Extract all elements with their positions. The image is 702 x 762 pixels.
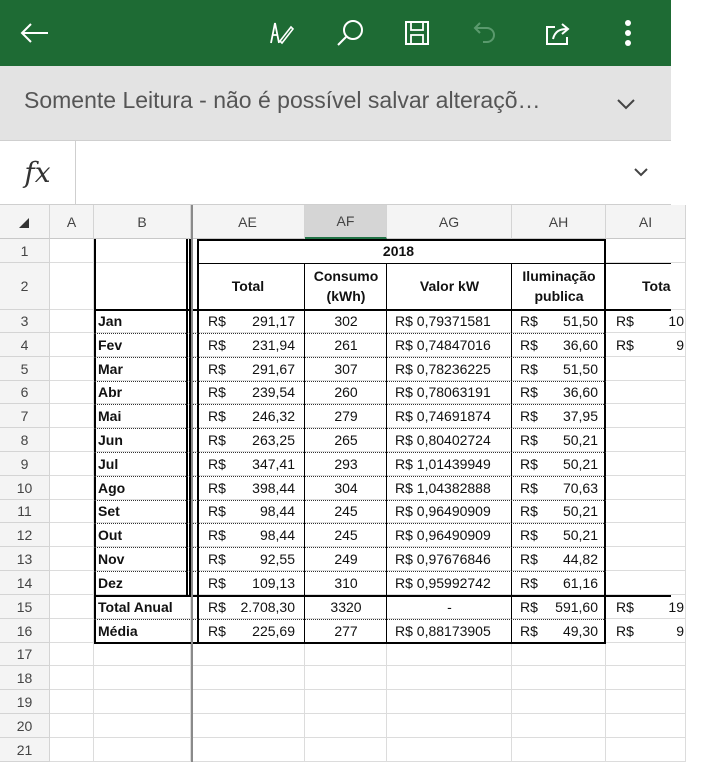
currency-symbol: R$ [520, 455, 538, 472]
currency-symbol: R$ [520, 479, 538, 496]
row-separator [94, 428, 606, 429]
total-value: 239,54 [252, 384, 295, 400]
currency-symbol: R$ [520, 503, 538, 519]
valor-kw-value: R$ 1,04382888 [395, 479, 491, 496]
month-label: Jun [98, 431, 123, 448]
currency-symbol: R$ [616, 313, 634, 329]
table-border [604, 239, 606, 643]
iluminacao-value: 50,21 [562, 503, 598, 519]
ai-value: 19 [668, 598, 684, 615]
cell[interactable] [606, 690, 686, 714]
valor-kw-value: R$ 0,78063191 [395, 384, 491, 400]
save-icon[interactable] [397, 13, 437, 53]
table-border [511, 263, 512, 643]
cell[interactable] [606, 523, 686, 547]
valor-kw-value: R$ 0,74847016 [395, 336, 491, 353]
total-value: 98,44 [259, 503, 295, 519]
read-only-notice-bar[interactable] [0, 66, 671, 141]
cell[interactable] [512, 714, 606, 738]
cell[interactable] [191, 738, 305, 762]
column-header-ae[interactable]: AE [191, 205, 305, 239]
row-separator [94, 333, 606, 334]
formula-input[interactable] [76, 141, 616, 204]
cell[interactable] [606, 643, 686, 666]
iluminacao-value: 50,21 [562, 455, 598, 472]
cell[interactable] [50, 523, 94, 547]
iluminacao-value: 36,60 [562, 384, 598, 400]
currency-symbol: R$ [208, 360, 226, 377]
row-separator [94, 404, 606, 405]
cell[interactable] [50, 357, 94, 381]
total-value: 291,67 [252, 360, 295, 377]
header-iluminacao: Iluminação [522, 268, 596, 284]
iluminacao-value: 61,16 [562, 574, 598, 591]
select-all-corner[interactable] [0, 205, 50, 239]
cell[interactable] [512, 690, 606, 714]
valor-kw-value: R$ 0,97676846 [395, 550, 491, 567]
currency-symbol: R$ [616, 598, 634, 615]
table-border [94, 642, 606, 644]
consumo-value: 245 [334, 503, 358, 519]
consumo-value: 265 [334, 431, 358, 448]
valor-kw-value: R$ 1,01439949 [395, 455, 491, 472]
spreadsheet-grid[interactable] [0, 205, 684, 762]
total-value: 98,44 [259, 526, 295, 543]
consumo-value: 293 [334, 455, 358, 472]
total-value: 398,44 [252, 479, 295, 496]
row-separator [94, 571, 606, 572]
cell[interactable] [50, 738, 94, 762]
consumo-value: 260 [334, 384, 358, 400]
iluminacao-value: 50,21 [562, 431, 598, 448]
total-value: 263,25 [252, 431, 295, 448]
currency-symbol: R$ [208, 503, 226, 519]
freeze-pane-divider[interactable] [191, 205, 193, 762]
cell[interactable] [50, 452, 94, 476]
chevron-down-icon[interactable] [612, 92, 640, 116]
consumo-value: 245 [334, 526, 358, 543]
column-header-af[interactable]: AF [305, 205, 387, 239]
month-label: Ago [98, 479, 126, 496]
cell[interactable] [94, 239, 191, 263]
row-header-3[interactable]: 3 [0, 310, 50, 333]
month-label: Set [98, 503, 120, 519]
currency-symbol: R$ [520, 313, 538, 329]
header-valor-kw: Valor kW [419, 278, 480, 294]
row-separator [94, 381, 606, 382]
cell[interactable] [50, 476, 94, 500]
table-border [386, 263, 387, 643]
cell[interactable] [606, 476, 686, 500]
cell[interactable] [305, 714, 387, 738]
consumo-value: 279 [334, 407, 358, 424]
valor-kw-value: R$ 0,96490909 [395, 503, 491, 519]
cell[interactable] [305, 738, 387, 762]
back-arrow-icon[interactable] [14, 13, 54, 53]
cell[interactable] [50, 310, 94, 333]
row-header-8[interactable]: 8 [0, 428, 50, 452]
currency-symbol: R$ [208, 336, 226, 353]
currency-symbol: R$ [520, 360, 538, 377]
cell[interactable] [606, 357, 686, 381]
cell[interactable] [606, 404, 686, 428]
cell[interactable] [94, 690, 191, 714]
currency-symbol: R$ [208, 622, 226, 639]
cell[interactable] [50, 500, 94, 523]
iluminacao-value: 50,21 [562, 526, 598, 543]
cell[interactable] [387, 738, 512, 762]
header-total: Total [231, 278, 265, 294]
consumo-value: 307 [334, 360, 358, 377]
iluminacao-value: 591,60 [555, 598, 598, 615]
column-header-ag[interactable]: AG [387, 205, 512, 239]
select-all-triangle-icon [19, 218, 29, 228]
table-border [197, 239, 606, 241]
currency-symbol: R$ [208, 598, 226, 615]
total-value: 291,17 [252, 313, 295, 329]
currency-symbol: R$ [520, 574, 538, 591]
column-header-b[interactable]: B [94, 205, 191, 239]
valor-kw-value: R$ 0,79371581 [395, 313, 491, 329]
currency-symbol: R$ [520, 598, 538, 615]
cell[interactable] [305, 643, 387, 666]
row-separator [94, 547, 606, 548]
currency-symbol: R$ [208, 550, 226, 567]
cell[interactable] [305, 666, 387, 690]
row-header-18[interactable]: 18 [0, 666, 50, 690]
row-header-1[interactable]: 1 [0, 239, 50, 263]
column-header-a[interactable]: A [50, 205, 94, 239]
row-header-13[interactable]: 13 [0, 547, 50, 571]
ai-value: 9 [676, 336, 684, 353]
cell[interactable] [50, 690, 94, 714]
table-border [197, 263, 606, 264]
cell[interactable] [50, 404, 94, 428]
valor-kw-value: R$ 0,95992742 [395, 574, 491, 591]
cell[interactable] [94, 666, 191, 690]
row-separator [94, 619, 606, 620]
cell[interactable] [606, 428, 686, 452]
cell[interactable] [305, 690, 387, 714]
cell[interactable] [512, 666, 606, 690]
month-label: Abr [98, 384, 123, 400]
row-header-16[interactable]: 16 [0, 619, 50, 643]
month-label: Mai [98, 407, 122, 424]
header-publica: publica [534, 288, 584, 304]
currency-symbol: R$ [520, 336, 538, 353]
consumo-value: 261 [334, 336, 358, 353]
cell[interactable] [50, 571, 94, 595]
cell[interactable] [512, 643, 606, 666]
row-separator [94, 523, 606, 524]
cell[interactable] [606, 239, 686, 263]
row-header-4[interactable]: 4 [0, 333, 50, 357]
month-label: Jul [98, 455, 119, 472]
month-label: Nov [98, 550, 125, 567]
valor-kw-value: R$ 0,96490909 [395, 526, 491, 543]
cell[interactable] [512, 738, 606, 762]
currency-symbol: R$ [520, 384, 538, 400]
month-label: Mar [98, 360, 123, 377]
currency-symbol: R$ [208, 407, 226, 424]
cell[interactable] [606, 381, 686, 404]
cell[interactable] [191, 666, 305, 690]
cell[interactable] [50, 333, 94, 357]
summary-label: Total Anual [98, 598, 173, 615]
cell[interactable] [50, 381, 94, 404]
formula-expand-chevron-icon[interactable] [630, 163, 652, 183]
row-header-6[interactable]: 6 [0, 381, 50, 404]
consumo-value: 302 [334, 313, 358, 329]
iluminacao-value: 37,95 [562, 407, 598, 424]
row-header-12[interactable]: 12 [0, 523, 50, 547]
total-value: 92,55 [259, 550, 295, 567]
cell[interactable] [191, 714, 305, 738]
row-header-7[interactable]: 7 [0, 404, 50, 428]
cell[interactable] [94, 263, 191, 310]
currency-symbol: R$ [520, 526, 538, 543]
cell[interactable] [606, 714, 686, 738]
draw-pen-icon[interactable] [260, 13, 300, 53]
cell[interactable] [606, 500, 686, 523]
cell[interactable] [387, 714, 512, 738]
cell[interactable] [191, 643, 305, 666]
cell[interactable] [387, 666, 512, 690]
table-border [304, 263, 305, 643]
cell[interactable] [606, 571, 686, 595]
cell[interactable] [94, 643, 191, 666]
iluminacao-value: 70,63 [562, 479, 598, 496]
row-header-14[interactable]: 14 [0, 571, 50, 595]
row-separator [94, 452, 606, 453]
fx-icon[interactable]: fx [0, 141, 76, 204]
valor-kw-value: R$ 0,78236225 [395, 360, 491, 377]
total-value: 225,69 [252, 622, 295, 639]
more-vertical-icon[interactable] [608, 13, 648, 53]
cell[interactable] [606, 547, 686, 571]
cell[interactable] [606, 738, 686, 762]
row-separator [94, 357, 606, 358]
ai-value: 9 [676, 622, 684, 639]
iluminacao-value: 44,82 [562, 550, 598, 567]
month-label: Dez [98, 574, 123, 591]
cell[interactable] [50, 595, 94, 619]
total-value: 246,32 [252, 407, 295, 424]
summary-label: Média [98, 622, 138, 639]
row-separator [94, 500, 606, 501]
currency-symbol: R$ [208, 526, 226, 543]
app-toolbar [0, 0, 671, 66]
table-border [94, 239, 96, 643]
month-label: Fev [98, 336, 123, 353]
column-header-ah[interactable]: AH [512, 205, 606, 239]
header-consumo: Consumo [313, 268, 379, 284]
currency-symbol: R$ [208, 384, 226, 400]
currency-symbol: R$ [520, 431, 538, 448]
table-border [186, 239, 188, 595]
row-header-5[interactable]: 5 [0, 357, 50, 381]
total-value: 347,41 [252, 455, 295, 472]
cell[interactable] [50, 619, 94, 643]
currency-symbol: R$ [208, 455, 226, 472]
currency-symbol: R$ [208, 431, 226, 448]
row-header-20[interactable]: 20 [0, 714, 50, 738]
valor-kw-value: - [447, 598, 452, 615]
table-border [606, 263, 671, 264]
currency-symbol: R$ [208, 574, 226, 591]
row-header-15[interactable]: 15 [0, 595, 50, 619]
table-border [94, 595, 671, 597]
share-icon[interactable] [538, 13, 578, 53]
consumo-value: 310 [334, 574, 358, 591]
cell[interactable] [94, 738, 191, 762]
valor-kw-value: R$ 0,80402724 [395, 431, 491, 448]
consumo-value: 249 [334, 550, 358, 567]
cell[interactable] [50, 239, 94, 263]
iluminacao-value: 36,60 [562, 336, 598, 353]
table-border [197, 239, 199, 643]
currency-symbol: R$ [616, 622, 634, 639]
header-consumo-unit: (kWh) [326, 288, 366, 304]
currency-symbol: R$ [520, 407, 538, 424]
cell[interactable] [50, 714, 94, 738]
header-ai-total: Tota [642, 278, 671, 294]
total-value: 2.708,30 [240, 598, 295, 615]
cell[interactable] [94, 714, 191, 738]
row-header-21[interactable]: 21 [0, 738, 50, 762]
currency-symbol: R$ [208, 313, 226, 329]
cell[interactable] [50, 547, 94, 571]
consumo-value: 3320 [330, 598, 362, 615]
currency-symbol: R$ [616, 336, 634, 353]
year-header: 2018 [382, 242, 415, 259]
valor-kw-value: R$ 0,74691874 [395, 407, 491, 424]
cell[interactable] [387, 643, 512, 666]
column-header-ai[interactable]: AI [606, 205, 686, 239]
row-header-9[interactable]: 9 [0, 452, 50, 476]
consumo-value: 277 [334, 622, 358, 639]
cell[interactable] [606, 666, 686, 690]
formula-bar [0, 141, 671, 205]
search-icon[interactable] [330, 13, 370, 53]
read-only-notice-text: Somente Leitura - não é possível salvar alteraçõ… [24, 87, 541, 113]
undo-icon [465, 13, 505, 53]
currency-symbol: R$ [208, 479, 226, 496]
cell[interactable] [50, 643, 94, 666]
row-header-10[interactable]: 10 [0, 476, 50, 500]
currency-symbol: R$ [520, 550, 538, 567]
consumo-value: 304 [334, 479, 358, 496]
table-border [94, 309, 671, 311]
currency-symbol: R$ [520, 622, 538, 639]
iluminacao-value: 51,50 [562, 360, 598, 377]
total-value: 231,94 [252, 336, 295, 353]
cell[interactable] [387, 690, 512, 714]
row-header-2[interactable]: 2 [0, 263, 50, 310]
cell[interactable] [50, 428, 94, 452]
row-header-11[interactable]: 11 [0, 500, 50, 523]
total-value: 109,13 [252, 574, 295, 591]
month-label: Jan [98, 313, 123, 329]
iluminacao-value: 49,30 [562, 622, 598, 639]
iluminacao-value: 51,50 [562, 313, 598, 329]
row-header-17[interactable]: 17 [0, 643, 50, 666]
cell[interactable] [606, 452, 686, 476]
month-label: Out [98, 526, 123, 543]
ai-value: 10 [668, 313, 684, 329]
row-header-19[interactable]: 19 [0, 690, 50, 714]
cell[interactable] [191, 690, 305, 714]
valor-kw-value: R$ 0,88173905 [395, 622, 491, 639]
row-separator [94, 476, 606, 477]
cell[interactable] [50, 263, 94, 310]
cell[interactable] [50, 666, 94, 690]
